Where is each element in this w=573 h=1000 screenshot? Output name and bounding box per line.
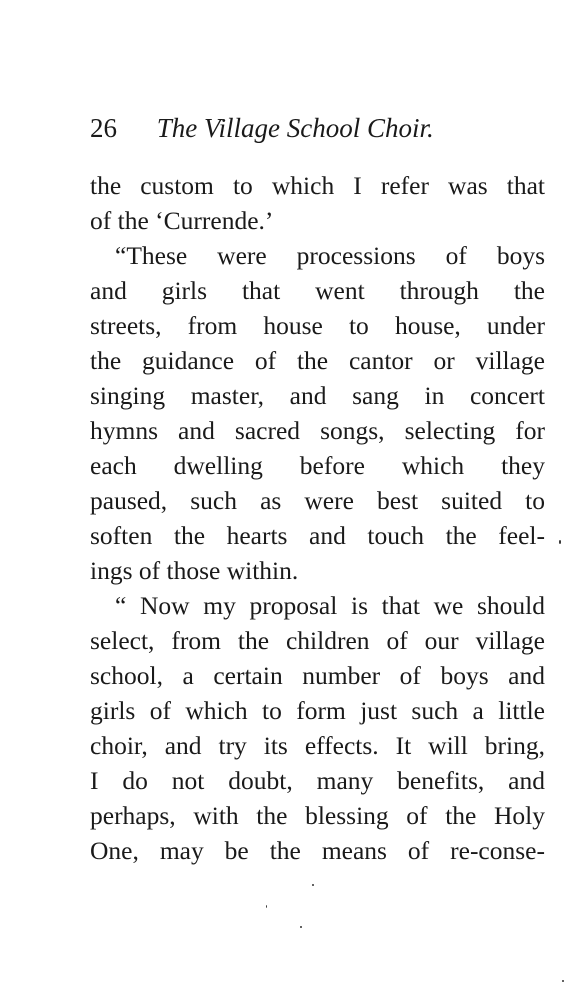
text-line: the custom to which I refer was that [90, 171, 545, 200]
text-line: “ Now my proposal is that we should [115, 591, 545, 620]
text-line: I do not doubt, many benefits, and [90, 766, 545, 795]
text-line: of the ‘Currende.’ [90, 206, 274, 235]
page-header [90, 108, 545, 148]
paper-speck [300, 926, 302, 928]
text-line: paused, such as were best suited to [90, 486, 545, 515]
paper-speck [312, 884, 314, 886]
text-line: girls of which to form just such a little [90, 696, 545, 725]
text-line: choir, and try its effects. It will bring, [90, 731, 545, 760]
text-line: each dwelling before which they [90, 451, 545, 480]
text-line: ings of those within. [90, 556, 299, 585]
text-line: select, from the children of our village [90, 626, 545, 655]
text-line: streets, from house to house, under [90, 311, 545, 340]
text-line: school, a certain number of boys and [90, 661, 545, 690]
text-line: hymns and sacred songs, selecting for [90, 416, 545, 445]
text-line: perhaps, with the blessing of the Holy [90, 801, 545, 830]
text-line: and girls that went through the [90, 276, 545, 305]
text-line: soften the hearts and touch the feel- [90, 521, 545, 550]
text-line: One, may be the means of re-conse- [90, 836, 545, 865]
paper-speck [559, 540, 561, 544]
paper-speck [562, 980, 564, 982]
running-title: The Village School Choir. [156, 113, 434, 143]
text-line: “These were processions of boys [115, 241, 545, 270]
text-line: singing master, and sang in concert [90, 381, 545, 410]
page-number: 26 [90, 113, 117, 143]
paper-speck [266, 905, 267, 908]
text-line: the guidance of the cantor or village [90, 346, 545, 375]
